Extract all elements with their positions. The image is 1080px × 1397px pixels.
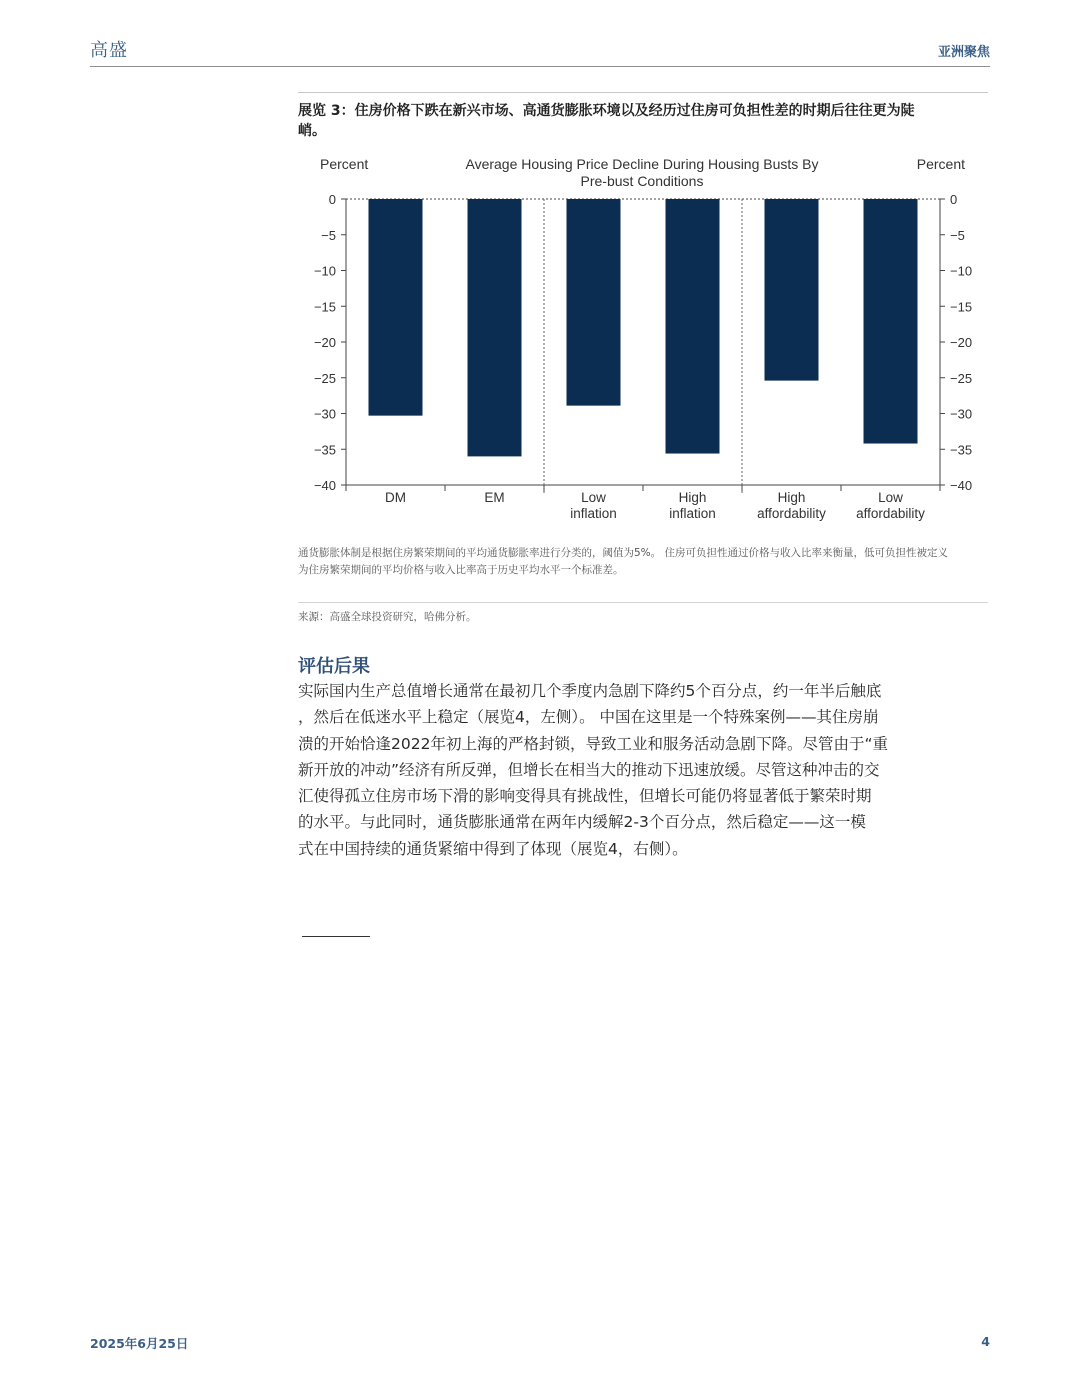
y-tick-label-left: 0 <box>328 192 336 207</box>
y-tick-label-left: −25 <box>313 370 336 386</box>
x-tick-label: DM <box>385 490 406 505</box>
y-tick-label-right: −5 <box>950 227 965 243</box>
y-tick-label-left: −15 <box>313 299 336 315</box>
section-label: 亚洲聚焦 <box>937 45 990 60</box>
bar-high-inflation <box>666 199 720 454</box>
y-tick-label-right: 0 <box>950 192 958 207</box>
y-tick-label-left: −10 <box>313 263 336 279</box>
exhibit-note: 通货膨胀体制是根据住房繁荣期间的平均通货膨胀率进行分类的，阈值为5%。 住房可负担性通过价格与收入比率来衡量，低可负担性被定义为住房繁荣期间的平均价格与收入比率高于历史平均水平一个标准差。 <box>298 547 948 576</box>
section-heading: 评估后果 <box>298 656 370 677</box>
y-tick-label-left: −40 <box>313 478 336 493</box>
bar-dm <box>369 199 423 416</box>
y-tick-label-left: −35 <box>313 442 336 458</box>
y-tick-label-right: −30 <box>950 406 973 422</box>
y-tick-label-right: −20 <box>950 335 973 350</box>
x-tick-label: High <box>678 490 707 505</box>
exhibit-divider <box>298 92 988 93</box>
bar-em <box>468 199 522 456</box>
y-tick-label-right: −25 <box>950 370 973 386</box>
paragraph-line: ，然后在低迷水平上稳定（展览4，左侧）。 中国在这里是一个特殊案例——其住房崩 <box>298 708 879 727</box>
exhibit-title: 展览 3：住房价格下跌在新兴市场、高通货膨胀环境以及经历过住房可负担性差的时期后往往更为陡峭。 <box>298 103 915 139</box>
footnote-divider <box>302 936 370 937</box>
bar-low-affordability <box>864 199 918 444</box>
paragraph-line: 溃的开始恰逢2022年初上海的严格封锁，导致工业和服务活动急剧下降。尽管由于“重 <box>298 734 888 753</box>
bar-high-affordability <box>765 199 819 381</box>
y-tick-label-left: −20 <box>313 335 336 350</box>
x-tick-label: Low <box>878 490 903 505</box>
bar-low-inflation <box>567 199 621 406</box>
x-tick-label: inflation <box>669 506 716 521</box>
paragraph-line: 的水平。与此同时，通货膨胀通常在两年内缓解2-3个百分点，然后稳定——这一模 <box>298 813 866 832</box>
y-tick-label-left: −5 <box>321 227 336 243</box>
body-paragraph <box>298 678 970 862</box>
x-tick-label: High <box>777 490 806 505</box>
footer-date: 2025年6月25日 <box>90 1336 189 1351</box>
paragraph-line: 汇使得孤立住房市场下滑的影响变得具有挑战性，但增长可能仍将显著低于繁荣时期 <box>298 787 872 806</box>
header-divider <box>90 66 990 67</box>
x-tick-label: Low <box>581 490 606 505</box>
y-axis-label-left: Percent <box>320 156 369 172</box>
y-tick-label-right: −15 <box>950 299 973 315</box>
page-number: 4 <box>981 1334 990 1349</box>
brand-logo: 高盛 <box>90 40 128 61</box>
bar-chart <box>298 150 988 530</box>
x-tick-label: affordability <box>856 506 925 521</box>
y-tick-label-right: −35 <box>950 442 973 458</box>
paragraph-line: 式在中国持续的通货紧缩中得到了体现（展览4，右侧）。 <box>298 839 688 858</box>
y-tick-label-right: −10 <box>950 263 973 279</box>
source-divider <box>298 602 988 603</box>
paragraph-line: 实际国内生产总值增长通常在最初几个季度内急剧下降约5个百分点，约一年半后触底 <box>298 682 882 700</box>
chart-title: Average Housing Price Decline During Housing Busts By Pre-bust Conditions <box>465 156 819 189</box>
paragraph-line: 新开放的冲动”经济有所反弹，但增长在相当大的推动下迅速放缓。尽管这种冲击的交 <box>298 760 880 779</box>
y-axis-label-right: Percent <box>916 156 965 172</box>
y-tick-label-right: −40 <box>950 478 973 493</box>
exhibit-source: 来源：高盛全球投资研究，哈佛分析。 <box>298 611 477 623</box>
y-tick-label-left: −30 <box>313 406 336 422</box>
x-tick-label: inflation <box>570 506 617 521</box>
x-tick-label: affordability <box>757 506 826 521</box>
x-tick-label: EM <box>484 490 505 505</box>
